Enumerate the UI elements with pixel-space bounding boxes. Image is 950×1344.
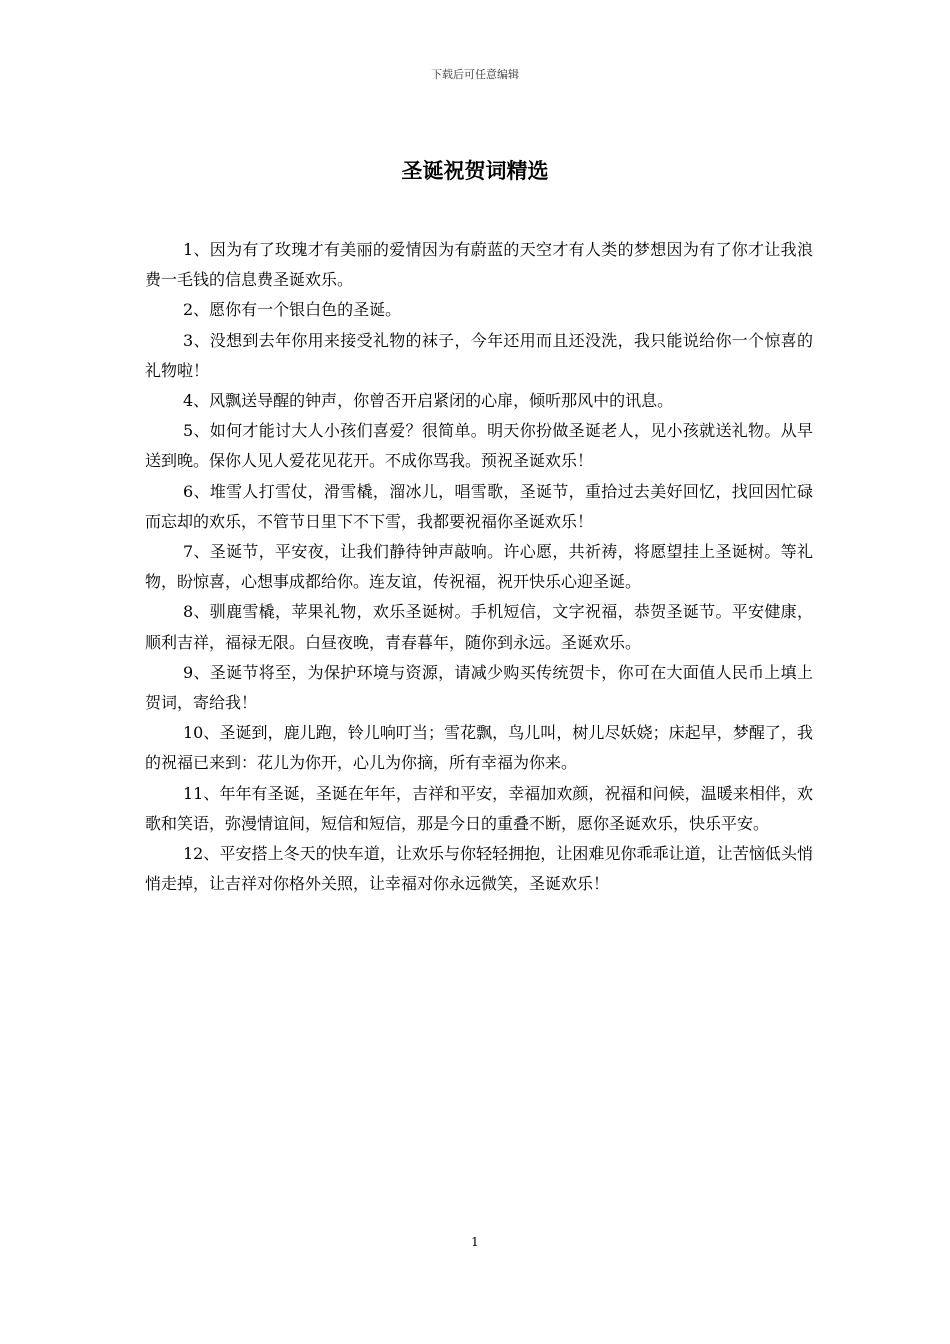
paragraph-5: 5、如何才能讨大人小孩们喜爱？很简单。明天你扮做圣诞老人，见小孩就送礼物。从早送到晚。保你人见人爱花见花开。不成你骂我。预祝圣诞欢乐！ bbox=[145, 421, 813, 471]
paragraph-10: 10、圣诞到，鹿儿跑，铃儿响叮当；雪花飘，鸟儿叫，树儿尽妖娆；床起早，梦醒了，我的祝福已来到：花儿为你开，心儿为你摘，所有幸福为你来。 bbox=[145, 723, 813, 773]
paragraph-1: 1、因为有了玫瑰才有美丽的爱情因为有蔚蓝的天空才有人类的梦想因为有了你才让我浪费一毛钱的信息费圣诞欢乐。 bbox=[145, 240, 813, 290]
paragraph-8: 8、驯鹿雪橇，苹果礼物，欢乐圣诞树。手机短信，文字祝福，恭贺圣诞节。平安健康，顺利吉祥，福禄无限。白昼夜晚，青春暮年，随你到永远。圣诞欢乐。 bbox=[145, 602, 813, 652]
page-number: 1 bbox=[471, 1235, 479, 1249]
paragraph-7: 7、圣诞节，平安夜，让我们静待钟声敲响。许心愿，共祈祷，将愿望挂上圣诞树。等礼物，盼惊喜，心想事成都给你。连友谊，传祝福，祝开快乐心迎圣诞。 bbox=[145, 542, 813, 592]
paragraph-4: 4、风飘送导醒的钟声，你曾否开启紧闭的心扉，倾听那风中的讯息。 bbox=[183, 391, 674, 411]
paragraph-12: 12、平安搭上冬天的快车道，让欢乐与你轻轻拥抱，让困难见你乖乖让道，让苦恼低头悄悄走掉，让吉祥对你格外关照，让幸福对你永远微笑，圣诞欢乐！ bbox=[145, 844, 813, 894]
paragraph-3: 3、没想到去年你用来接受礼物的袜子，今年还用而且还没洗，我只能说给你一个惊喜的礼物啦！ bbox=[145, 330, 813, 380]
document-body bbox=[145, 235, 813, 899]
paragraph-11: 11、年年有圣诞，圣诞在年年，吉祥和平安，幸福加欢颜，祝福和问候，温暖来相伴，欢歌和笑语，弥漫情谊间，短信和短信，那是今日的重叠不断，愿你圣诞欢乐，快乐平安。 bbox=[145, 783, 813, 833]
header-note: 下载后可任意编辑 bbox=[431, 68, 519, 81]
paragraph-9: 9、圣诞节将至，为保护环境与资源，请减少购买传统贺卡，你可在大面值人民币上填上贺词，寄给我！ bbox=[145, 662, 813, 713]
paragraph-2: 2、愿你有一个银白色的圣诞。 bbox=[183, 300, 402, 320]
paragraph-6: 6、堆雪人打雪仗，滑雪橇，溜冰儿，唱雪歌，圣诞节，重拾过去美好回忆，找回因忙碌而忘却的欢乐，不管节日里下不下雪，我都要祝福你圣诞欢乐！ bbox=[145, 481, 813, 531]
document-title: 圣诞祝贺词精选 bbox=[401, 158, 549, 183]
